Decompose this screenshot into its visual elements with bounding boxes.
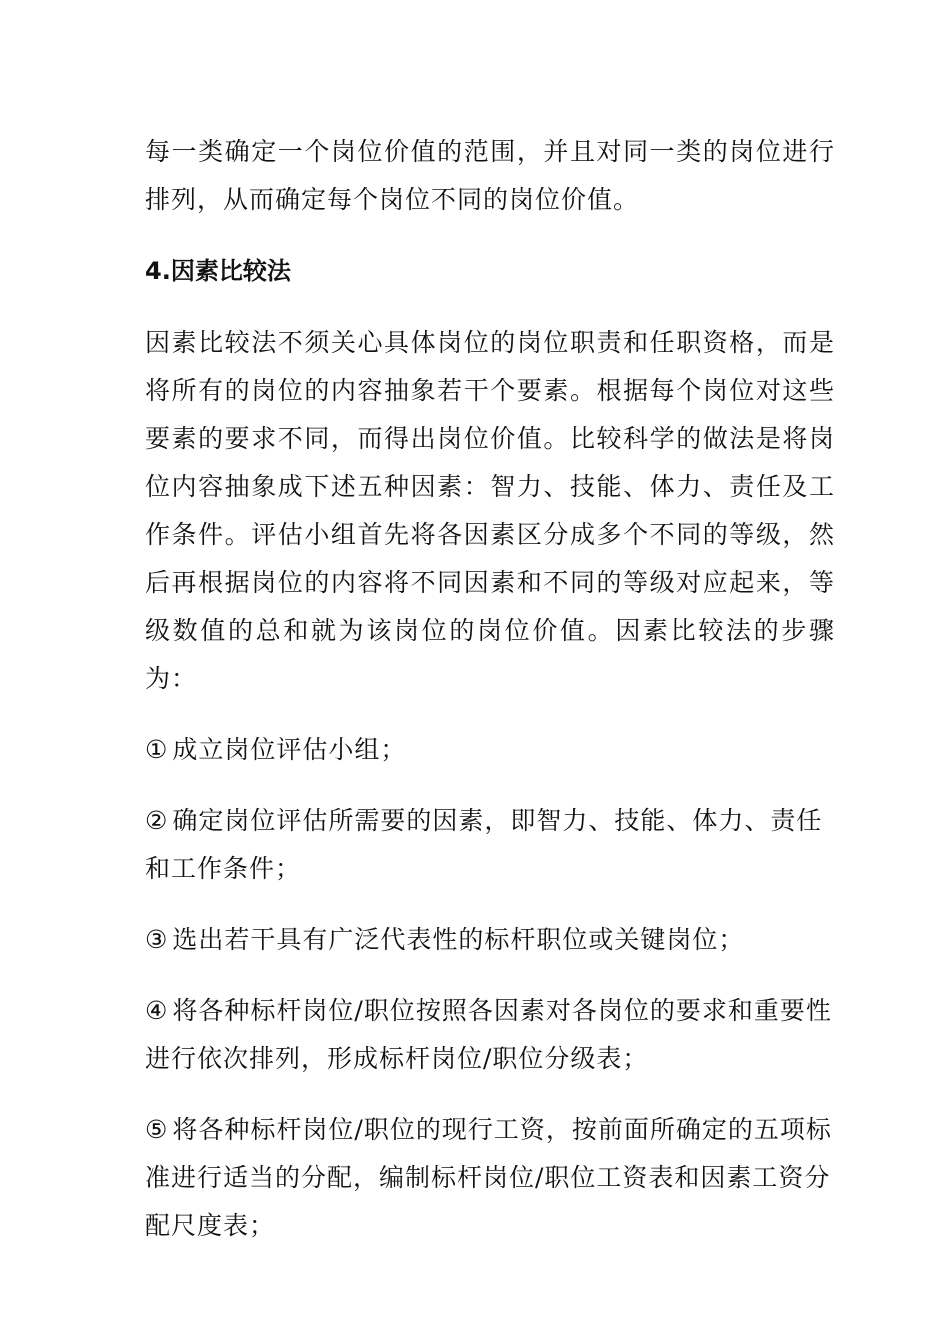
step-item-5 <box>145 1106 835 1250</box>
section-heading: 4.因素比较法 <box>145 257 291 285</box>
intro-paragraph: 每一类确定一个岗位价值的范围，并且对同一类的岗位进行排列，从而确定每个岗位不同的岗位价值。 <box>145 137 835 214</box>
step-item-1 <box>145 726 835 774</box>
step-text: 将各种标杆岗位/职位的现行工资，按前面所确定的五项标准进行适当的分配，编制标杆岗位/职位工资表和因素工资分配尺度表； <box>145 1115 832 1240</box>
main-paragraph: 因素比较法不须关心具体岗位的岗位职责和任职资格，而是将所有的岗位的内容抽象若干个要素。根据每个岗位对这些要素的要求不同，而得出岗位价值。比较科学的做法是将岗位内容抽象成下述五种因素：智力、技能、体力、责任及工作条件。评估小组首先将各因素区分成多个不同的等级，然后再根据岗位的内容将不同因素和不同的等级对应起来，等级数值的总和就为该岗位的岗位价值。因素比较法的步骤为： <box>145 328 835 693</box>
step-text: 确定岗位评估所需要的因素，即智力、技能、体力、责任和工作条件； <box>145 806 823 883</box>
step-number: ① <box>145 735 169 764</box>
step-number: ② <box>145 806 169 835</box>
step-item-4 <box>145 987 835 1083</box>
document-page <box>145 128 835 1273</box>
step-number: ④ <box>145 996 169 1025</box>
step-number: ③ <box>145 925 169 954</box>
step-text: 将各种标杆岗位/职位按照各因素对各岗位的要求和重要性进行依次排列，形成标杆岗位/职位分级表； <box>145 996 832 1073</box>
step-item-3 <box>145 916 835 964</box>
step-text: 成立岗位评估小组； <box>172 735 407 764</box>
step-number: ⑤ <box>145 1115 169 1144</box>
step-text: 选出若干具有广泛代表性的标杆职位或关键岗位； <box>172 925 745 954</box>
step-item-2 <box>145 797 835 893</box>
